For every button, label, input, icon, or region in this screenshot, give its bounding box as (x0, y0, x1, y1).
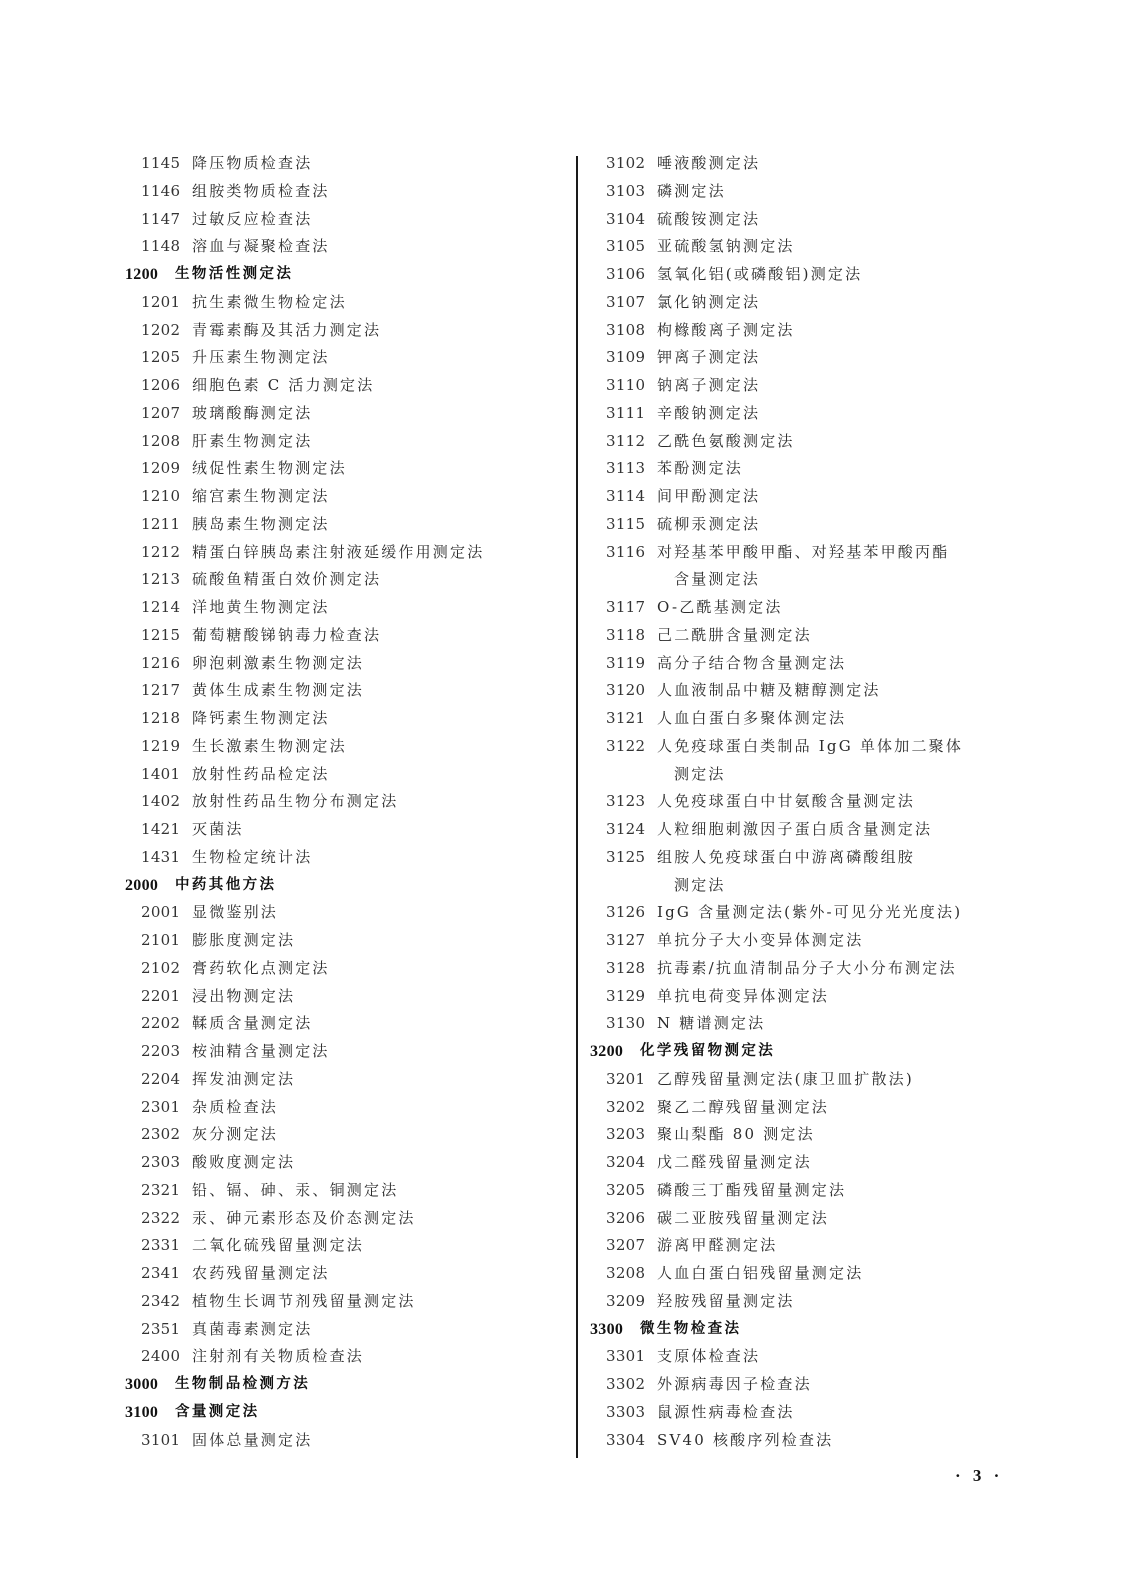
toc-entry (125, 1121, 565, 1149)
toc-entry-title: 微生物检查法 (640, 1320, 742, 1337)
toc-entry-number: 3126 (606, 903, 646, 922)
toc-entry (590, 1010, 1010, 1038)
toc-entry (590, 1205, 1010, 1233)
toc-entry (590, 1232, 1010, 1260)
toc-entry-title: 葡萄糖酸锑钠毒力检查法 (192, 625, 382, 644)
toc-entry-number: 2203 (141, 1042, 181, 1060)
toc-entry (590, 1066, 1010, 1094)
toc-entry-continuation (590, 761, 1010, 789)
toc-entry-title: 杂质检查法 (192, 1097, 279, 1116)
toc-entry-title: SV40 核酸序列检查法 (657, 1430, 834, 1449)
toc-left-column (125, 150, 565, 1454)
toc-entry-number: 2201 (141, 986, 181, 1005)
toc-entry-number: 3101 (141, 1430, 181, 1449)
toc-entry (125, 206, 565, 234)
toc-section-heading (590, 1038, 1010, 1066)
toc-entry (125, 1260, 565, 1288)
toc-entry (590, 483, 1010, 511)
toc-entry-title: 洋地黄生物测定法 (192, 598, 330, 616)
toc-entry-title: 注射剂有关物质检查法 (192, 1347, 365, 1366)
toc-entry-number: 3208 (606, 1264, 646, 1282)
toc-entry-title: 固体总量测定法 (192, 1430, 313, 1449)
toc-entry-number: 1211 (141, 514, 181, 533)
toc-entry-title: 升压素生物测定法 (192, 348, 330, 367)
toc-entry-title: 农药残留量测定法 (192, 1264, 330, 1282)
toc-entry-number: 3120 (606, 681, 646, 700)
toc-entry-number: 2303 (141, 1153, 181, 1171)
toc-entry-title: 鼠源性病毒检查法 (657, 1402, 795, 1421)
toc-entry-number: 3129 (606, 986, 646, 1005)
toc-entry (590, 428, 1010, 456)
toc-entry-title: 亚硫酸氢钠测定法 (657, 237, 795, 256)
toc-entry-title: 苯酚测定法 (657, 459, 744, 478)
toc-entry-title: 人血白蛋白多聚体测定法 (657, 709, 847, 727)
toc-entry-number: 3206 (606, 1208, 646, 1227)
toc-entry-title: 磷测定法 (657, 181, 726, 200)
toc-entry-title: 生物检定统计法 (192, 847, 313, 866)
toc-entry (590, 261, 1010, 289)
toc-entry-title: 放射性药品检定法 (192, 764, 330, 783)
toc-entry-title: 过敏反应检查法 (192, 209, 313, 228)
toc-entry-title: 二氧化硫残留量测定法 (192, 1236, 365, 1255)
toc-entry (590, 927, 1010, 955)
toc-entry (125, 788, 565, 816)
toc-entry-number: 3203 (606, 1125, 646, 1144)
toc-entry-number: 2331 (141, 1236, 181, 1255)
toc-entry-number: 3108 (606, 320, 646, 339)
toc-entry-title: 人血白蛋白铝残留量测定法 (657, 1264, 864, 1282)
toc-entry-title: 戊二醛残留量测定法 (657, 1153, 812, 1171)
toc-entry (590, 677, 1010, 705)
column-divider (576, 156, 578, 1458)
toc-entry (125, 1316, 565, 1344)
toc-entry-title: 黄体生成素生物测定法 (192, 681, 365, 700)
toc-entry-number: 1148 (141, 237, 181, 256)
toc-entry-number: 1219 (141, 736, 181, 755)
toc-entry (590, 1149, 1010, 1177)
toc-entry-title: 人粒细胞刺激因子蛋白质含量测定法 (657, 820, 933, 838)
toc-entry-title: 显微鉴别法 (192, 903, 279, 922)
toc-entry-number: 3113 (606, 459, 646, 478)
toc-entry (125, 289, 565, 317)
toc-entry-number: 3302 (606, 1375, 646, 1393)
toc-entry-title: 细胞色素 C 活力测定法 (192, 376, 375, 394)
toc-entry (590, 372, 1010, 400)
toc-entry-title: 胰岛素生物测定法 (192, 514, 330, 533)
toc-entry (590, 955, 1010, 983)
toc-entry (590, 178, 1010, 206)
toc-entry-title: 抗生素微生物检定法 (192, 292, 347, 311)
toc-entry (590, 1260, 1010, 1288)
toc-entry-title: 乙酰色氨酸测定法 (657, 431, 795, 450)
toc-entry-title: 鞣质含量测定法 (192, 1014, 313, 1033)
toc-entry (125, 927, 565, 955)
toc-entry (125, 233, 565, 261)
toc-entry (125, 483, 565, 511)
toc-entry-number: 3000 (125, 1376, 159, 1393)
toc-entry-number: 2301 (141, 1097, 181, 1116)
toc-entry-number: 3124 (606, 820, 646, 838)
toc-entry (590, 539, 1010, 567)
toc-entry (125, 428, 565, 456)
toc-entry-number: 3106 (606, 265, 646, 283)
toc-entry-title: 硫柳汞测定法 (657, 514, 761, 533)
toc-entry (590, 455, 1010, 483)
toc-entry-title: 间甲酚测定法 (657, 487, 761, 505)
toc-entry (590, 594, 1010, 622)
toc-entry (125, 899, 565, 927)
toc-entry-title: 游离甲醛测定法 (657, 1236, 778, 1255)
toc-entry (125, 1343, 565, 1371)
toc-entry-title: 聚山梨酯 80 测定法 (657, 1125, 815, 1144)
toc-entry-title: 羟胺残留量测定法 (657, 1291, 795, 1310)
toc-entry-number: 1214 (141, 598, 181, 616)
toc-entry-title: 膨胀度测定法 (192, 931, 296, 949)
toc-entry-title: O-乙酰基测定法 (657, 598, 783, 616)
toc-entry-title: 测定法 (674, 875, 726, 894)
toc-entry-number: 1217 (141, 681, 181, 700)
toc-entry-title: 人免疫球蛋白类制品 IgG 单体加二聚体 (657, 736, 964, 755)
toc-entry (125, 150, 565, 178)
toc-entry (125, 1010, 565, 1038)
toc-entry-title: 抗毒素/抗血清制品分子大小分布测定法 (657, 958, 957, 977)
toc-entry-title: 生物制品检测方法 (175, 1376, 311, 1392)
toc-entry (125, 400, 565, 428)
toc-entry-title: 化学残留物测定法 (640, 1043, 776, 1059)
toc-entry-title: 枸橼酸离子测定法 (657, 320, 795, 339)
toc-entry-number: 3207 (606, 1236, 646, 1255)
toc-entry-number: 1145 (141, 154, 181, 172)
toc-entry (590, 511, 1010, 539)
toc-entry (590, 899, 1010, 927)
toc-entry-number: 3111 (606, 403, 646, 422)
toc-entry-title: 组胺类物质检查法 (192, 181, 330, 200)
toc-entry (590, 206, 1010, 234)
toc-entry-number: 1146 (141, 181, 181, 200)
toc-entry (125, 539, 565, 567)
toc-entry-number: 2101 (141, 931, 181, 949)
toc-entry-number: 1213 (141, 570, 181, 589)
toc-entry-number: 3103 (606, 181, 646, 200)
toc-entry-title: 碳二亚胺残留量测定法 (657, 1208, 830, 1227)
toc-entry-title: 硫酸铵测定法 (657, 209, 761, 228)
toc-entry (125, 955, 565, 983)
toc-entry (125, 1232, 565, 1260)
toc-entry-number: 3100 (125, 1403, 159, 1421)
toc-entry-title: 卵泡刺激素生物测定法 (192, 653, 365, 672)
toc-entry-continuation (590, 566, 1010, 594)
toc-entry (590, 400, 1010, 428)
toc-entry-number: 3201 (606, 1069, 646, 1088)
toc-entry-title: 生长激素生物测定法 (192, 736, 347, 755)
toc-entry-title: 辛酸钠测定法 (657, 403, 761, 422)
toc-entry-title: 高分子结合物含量测定法 (657, 653, 847, 672)
toc-section-heading (125, 872, 565, 900)
toc-entry-number: 1421 (141, 820, 181, 838)
toc-entry (125, 1094, 565, 1122)
toc-entry (125, 455, 565, 483)
toc-entry-title: 灭菌法 (192, 820, 244, 838)
toc-entry-title: 真菌毒素测定法 (192, 1319, 313, 1338)
toc-entry (125, 1427, 565, 1455)
toc-entry-number: 3118 (606, 625, 646, 644)
toc-entry (590, 344, 1010, 372)
toc-entry-title: 玻璃酸酶测定法 (192, 403, 313, 422)
toc-entry-title: 含量测定法 (175, 1403, 260, 1420)
toc-entry-title: 缩宫素生物测定法 (192, 487, 330, 505)
toc-entry (590, 1288, 1010, 1316)
toc-entry (125, 622, 565, 650)
toc-entry-number: 2342 (141, 1291, 181, 1310)
toc-entry (125, 816, 565, 844)
toc-entry-number: 3119 (606, 653, 646, 672)
toc-entry-number: 3301 (606, 1347, 646, 1366)
toc-entry-title: IgG 含量测定法(紫外-可见分光光度法) (657, 903, 963, 922)
toc-entry-number: 3122 (606, 736, 646, 755)
toc-entry-number: 1208 (141, 431, 181, 450)
toc-entry-number: 3128 (606, 958, 646, 977)
toc-entry-title: 人免疫球蛋白中甘氨酸含量测定法 (657, 792, 916, 811)
toc-entry-number: 3107 (606, 292, 646, 311)
toc-section-heading (125, 1399, 565, 1427)
toc-entry (125, 566, 565, 594)
toc-entry (125, 1205, 565, 1233)
toc-entry-number: 1218 (141, 709, 181, 727)
toc-entry (590, 1427, 1010, 1455)
toc-entry-number: 2302 (141, 1125, 181, 1144)
toc-entry (125, 677, 565, 705)
toc-right-column (590, 150, 1010, 1454)
toc-entry-title: 硫酸鱼精蛋白效价测定法 (192, 570, 382, 589)
toc-entry-title: 中药其他方法 (175, 876, 277, 893)
toc-entry-title: 青霉素酶及其活力测定法 (192, 320, 382, 339)
toc-entry-number: 3125 (606, 847, 646, 866)
toc-entry-number: 3300 (590, 1320, 624, 1338)
toc-section-heading (590, 1316, 1010, 1344)
toc-entry-title: 灰分测定法 (192, 1125, 279, 1144)
toc-entry (125, 1066, 565, 1094)
toc-entry-title: 桉油精含量测定法 (192, 1042, 330, 1060)
toc-entry-title: N 糖谱测定法 (657, 1014, 766, 1033)
toc-entry-title: 人血液制品中糖及糖醇测定法 (657, 681, 881, 700)
toc-entry-title: 支原体检查法 (657, 1347, 761, 1366)
toc-entry-number: 1215 (141, 625, 181, 644)
toc-entry-title: 钠离子测定法 (657, 376, 761, 394)
toc-entry-title: 单抗分子大小变异体测定法 (657, 931, 864, 949)
toc-entry (125, 705, 565, 733)
page-number: · 3 · (955, 1466, 1004, 1485)
toc-entry-number: 2400 (141, 1347, 181, 1366)
toc-entry-title: 膏药软化点测定法 (192, 958, 330, 977)
toc-entry-title: 外源病毒因子检查法 (657, 1375, 812, 1393)
toc-entry-number: 3123 (606, 792, 646, 811)
toc-entry (590, 844, 1010, 872)
toc-entry (590, 1177, 1010, 1205)
toc-entry-title: 浸出物测定法 (192, 986, 296, 1005)
toc-entry (125, 1149, 565, 1177)
toc-entry-number: 3121 (606, 709, 646, 727)
toc-entry-title: 酸败度测定法 (192, 1153, 296, 1171)
toc-entry-title: 肝素生物测定法 (192, 431, 313, 450)
toc-entry-number: 3127 (606, 931, 646, 949)
toc-entry-number: 2341 (141, 1264, 181, 1282)
toc-entry-title: 氢氧化铝(或磷酸铝)测定法 (657, 265, 863, 283)
toc-entry-number: 3204 (606, 1153, 646, 1171)
toc-entry (590, 1371, 1010, 1399)
toc-entry-number: 3109 (606, 348, 646, 367)
toc-entry-number: 3102 (606, 154, 646, 172)
toc-entry (125, 344, 565, 372)
toc-entry-title: 放射性药品生物分布测定法 (192, 792, 399, 811)
toc-entry (125, 372, 565, 400)
toc-entry (125, 733, 565, 761)
toc-entry-number: 1216 (141, 653, 181, 672)
toc-entry-number: 2000 (125, 876, 159, 894)
toc-entry-title: 对羟基苯甲酸甲酯、对羟基苯甲酸丙酯 (657, 542, 950, 561)
toc-entry-title: 汞、砷元素形态及价态测定法 (192, 1208, 416, 1227)
toc-entry (590, 983, 1010, 1011)
toc-entry-title: 含量测定法 (674, 570, 761, 589)
toc-entry-title: 聚乙二醇残留量测定法 (657, 1097, 830, 1116)
toc-entry (590, 816, 1010, 844)
toc-entry (590, 1343, 1010, 1371)
toc-entry-number: 1207 (141, 403, 181, 422)
toc-entry-continuation (590, 872, 1010, 900)
toc-entry-title: 降钙素生物测定法 (192, 709, 330, 727)
toc-entry-title: 钾离子测定法 (657, 348, 761, 367)
toc-entry (590, 650, 1010, 678)
toc-entry-number: 3304 (606, 1430, 646, 1449)
toc-entry (125, 594, 565, 622)
toc-entry-number: 1200 (125, 266, 159, 283)
toc-entry-number: 1205 (141, 348, 181, 367)
toc-entry-number: 1209 (141, 459, 181, 478)
toc-entry-title: 降压物质检查法 (192, 154, 313, 172)
toc-entry (590, 233, 1010, 261)
toc-entry-title: 唾液酸测定法 (657, 154, 761, 172)
toc-entry-title: 精蛋白锌胰岛素注射液延缓作用测定法 (192, 542, 485, 561)
toc-entry-title: 单抗电荷变异体测定法 (657, 986, 830, 1005)
toc-entry-number: 2202 (141, 1014, 181, 1033)
toc-entry (590, 289, 1010, 317)
toc-entry-number: 3115 (606, 514, 646, 533)
toc-entry-number: 3105 (606, 237, 646, 256)
toc-entry-title: 磷酸三丁酯残留量测定法 (657, 1180, 847, 1199)
toc-entry (125, 1288, 565, 1316)
toc-entry-title: 溶血与凝聚检查法 (192, 237, 330, 256)
toc-entry-number: 1201 (141, 292, 181, 311)
toc-entry-number: 1206 (141, 376, 181, 394)
toc-entry-title: 生物活性测定法 (175, 266, 294, 282)
toc-entry (590, 1121, 1010, 1149)
toc-entry-number: 1401 (141, 764, 181, 783)
toc-entry (590, 705, 1010, 733)
toc-entry (590, 622, 1010, 650)
toc-entry-title: 组胺人免疫球蛋白中游离磷酸组胺 (657, 847, 916, 866)
toc-entry-number: 3114 (606, 487, 646, 505)
toc-entry-title: 乙醇残留量测定法(康卫皿扩散法) (657, 1069, 914, 1088)
toc-section-heading (125, 261, 565, 289)
toc-section-heading (125, 1371, 565, 1399)
toc-entry (125, 511, 565, 539)
toc-entry (590, 150, 1010, 178)
toc-entry (590, 733, 1010, 761)
toc-entry-title: 植物生长调节剂残留量测定法 (192, 1291, 416, 1310)
toc-entry (590, 788, 1010, 816)
toc-entry-number: 2321 (141, 1180, 181, 1199)
toc-entry (125, 650, 565, 678)
toc-entry (590, 1094, 1010, 1122)
toc-entry-number: 3116 (606, 542, 646, 561)
toc-entry-number: 3112 (606, 431, 646, 450)
toc-entry-number: 1431 (141, 847, 181, 866)
toc-entry-number: 1147 (141, 209, 181, 228)
toc-entry-title: 测定法 (674, 764, 726, 783)
toc-entry (125, 1177, 565, 1205)
toc-entry-number: 3110 (606, 376, 646, 394)
toc-entry (590, 1399, 1010, 1427)
toc-entry-number: 3303 (606, 1402, 646, 1421)
toc-entry-title: 氯化钠测定法 (657, 292, 761, 311)
toc-entry-number: 2001 (141, 903, 181, 922)
toc-entry-title: 绒促性素生物测定法 (192, 459, 347, 478)
toc-entry-number: 1212 (141, 542, 181, 561)
toc-entry-number: 2204 (141, 1069, 181, 1088)
toc-entry (125, 178, 565, 206)
toc-entry-number: 3117 (606, 598, 646, 616)
toc-entry-number: 3202 (606, 1097, 646, 1116)
toc-entry-number: 1402 (141, 792, 181, 811)
toc-entry-title: 铅、镉、砷、汞、铜测定法 (192, 1180, 399, 1199)
toc-entry-number: 1210 (141, 487, 181, 505)
toc-entry (125, 844, 565, 872)
toc-entry-number: 3130 (606, 1014, 646, 1033)
toc-entry (125, 983, 565, 1011)
toc-entry-number: 3209 (606, 1291, 646, 1310)
toc-entry-title: 己二酰肼含量测定法 (657, 625, 812, 644)
toc-entry-number: 2351 (141, 1319, 181, 1338)
toc-entry-number: 3205 (606, 1180, 646, 1199)
toc-entry-number: 2322 (141, 1208, 181, 1227)
toc-entry-number: 2102 (141, 958, 181, 977)
toc-entry (125, 761, 565, 789)
toc-entry-title: 挥发油测定法 (192, 1069, 296, 1088)
toc-entry-number: 1202 (141, 320, 181, 339)
toc-entry (125, 1038, 565, 1066)
toc-entry (125, 317, 565, 345)
toc-entry-number: 3104 (606, 209, 646, 228)
toc-entry (590, 317, 1010, 345)
toc-entry-number: 3200 (590, 1043, 624, 1060)
